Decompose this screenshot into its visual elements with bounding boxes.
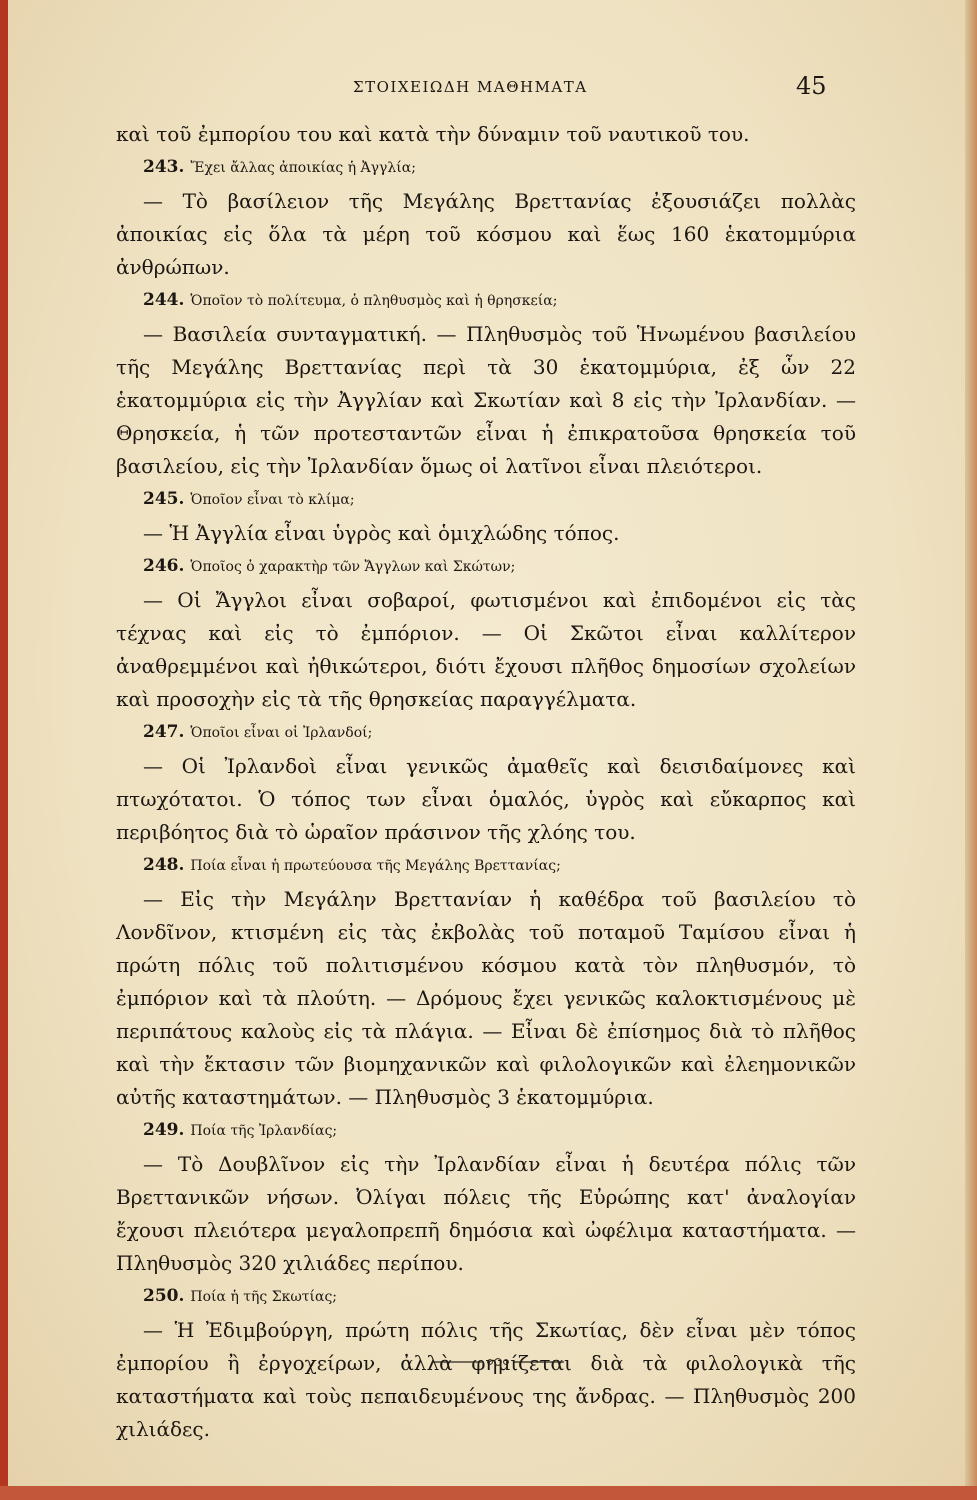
question-line [116, 284, 856, 318]
question-text: Ὁποῖον εἶναι τὸ κλίμα; [190, 492, 355, 508]
page-edge-bottom [0, 1486, 977, 1500]
book-page [8, 0, 965, 1486]
question-number: 244. [143, 290, 185, 310]
question-text: Ποία ἡ τῆς Σκωτίας; [190, 1289, 338, 1305]
question-item-248 [116, 849, 856, 1114]
question-number: 248. [143, 855, 185, 875]
answer-text: — Εἰς τὴν Μεγάλην Βρεττανίαν ἡ καθέδρα τοῦ βασιλείου τὸ Λονδῖνον, κτισμένη εἰς τὰς ἐκβολὰς τοῦ ποταμοῦ Ταμίσου εἶναι ἡ πρώτη πόλις τοῦ πολιτισμένου κόσμου κατὰ τὸν πληθυσμόν, τὸ ἐμπόριον καὶ τὰ πλούτη. — Δρόμους ἔχει γενικῶς καλοκτισμένους μὲ περιπάτους καλοὺς εἰς τὰ πλάγια. — Εἶναι δὲ ἐπίσημος διὰ τὸ πλῆθος καὶ τὴν ἔκτασιν τῶν βιομηχανικῶν καὶ φιλολογικῶν καὶ ἐλεημονικῶν αὐτῆς καταστημάτων. — Πληθυσμὸς 3 ἑκατομμύρια. [116, 887, 856, 1109]
question-number: 243. [143, 157, 185, 177]
question-line [116, 550, 856, 584]
end-ornament [428, 1356, 568, 1368]
question-text: Ὁποῖον τὸ πολίτευμα, ὁ πληθυσμὸς καὶ ἡ θρησκεία; [190, 293, 558, 309]
question-line [116, 849, 856, 883]
question-item-247 [116, 716, 856, 849]
answer-text: — Βασιλεία συνταγματική. — Πληθυσμὸς τοῦ Ἡνωμένου βασιλείου τῆς Μεγάλης Βρεττανίας περὶ τὰ 30 ἑκατομμύρια, ἐξ ὧν 22 ἑκατομμύρια εἰς τὴν Ἀγγλίαν καὶ Σκωτίαν καὶ 8 εἰς τὴν Ἰρλανδίαν. — Θρησκεία, ἡ τῶν προτεσταντῶν εἶναι ἡ ἐπικρατοῦσα θρησκεία τοῦ βασιλείου, εἰς τὴν Ἰρλανδίαν ὅμως οἱ λατῖνοι εἶναι πλειότεροι. [116, 322, 856, 478]
answer-text: — Ἡ Ἀγγλία εἶναι ὑγρὸς καὶ ὁμιχλώδης τόπος. [143, 521, 620, 545]
question-item-249 [116, 1114, 856, 1280]
question-line [116, 151, 856, 185]
page-edge-right [965, 0, 977, 1500]
question-number: 246. [143, 556, 185, 576]
question-number: 249. [143, 1120, 185, 1140]
question-number: 250. [143, 1286, 185, 1306]
question-text: Ποία εἶναι ἡ πρωτεύουσα τῆς Μεγάλης Βρεττανίας; [190, 858, 561, 874]
answer-text: — Οἱ Ἰρλανδοὶ εἶναι γενικῶς ἀμαθεῖς καὶ δεισιδαίμονες καὶ πτωχότατοι. Ὁ τόπος των εἶναι ὁμαλός, ὑγρὸς καὶ εὔκαρπος καὶ περιβόητος διὰ τὸ ὡραῖον πράσινον τῆς χλόης του. [116, 754, 856, 844]
opening-line: καὶ τοῦ ἐμπορίου του καὶ κατὰ τὴν δύναμιν τοῦ ναυτικοῦ του. [116, 122, 750, 146]
question-line [116, 483, 856, 517]
question-number: 245. [143, 489, 185, 509]
page-header [8, 74, 965, 104]
page-edge-left [0, 0, 8, 1500]
question-line [116, 716, 856, 750]
question-item-243 [116, 151, 856, 284]
question-item-244 [116, 284, 856, 483]
question-number: 247. [143, 722, 185, 742]
question-line [116, 1280, 856, 1314]
question-line [116, 1114, 856, 1148]
page-number: 45 [796, 72, 827, 100]
question-text: Ποία τῆς Ἰρλανδίας; [190, 1123, 338, 1139]
question-text: Ὁποῖος ὁ χαρακτὴρ τῶν Ἄγγλων καὶ Σκώτων; [190, 559, 516, 575]
body-text [116, 118, 856, 1446]
answer-text: — Ἡ Ἐδιμβούργη, πρώτη πόλις τῆς Σκωτίας, δὲν εἶναι μὲν τόπος ἐμπορίου ἢ ἐργοχείρων, ἀλλὰ φημίζεται διὰ τὰ φιλολογικὰ τῆς καταστήματα καὶ τοὺς πεπαιδευμένους της ἄνδρας. — Πληθυσμὸς 200 χιλιάδες. [116, 1318, 856, 1441]
question-text: Ὁποῖοι εἶναι οἱ Ἰρλανδοί; [190, 725, 373, 741]
running-title: ΣΤΟΙΧΕΙΩΔΗ ΜΑΘΗΜΑΤΑ [353, 78, 588, 96]
question-text: Ἔχει ἄλλας ἀποικίας ἡ Ἀγγλία; [190, 160, 416, 176]
question-item-246 [116, 550, 856, 716]
answer-text: — Τὸ βασίλειον τῆς Μεγάλης Βρεττανίας ἐξουσιάζει πολλὰς ἀποικίας εἰς ὅλα τὰ μέρη τοῦ κόσμου καὶ ἕως 160 ἑκατομμύρια ἀνθρώπων. [116, 189, 856, 279]
answer-text: — Τὸ Δουβλῖνον εἰς τὴν Ἰρλανδίαν εἶναι ἡ δευτέρα πόλις τῶν Βρεττανικῶν νήσων. Ὀλίγαι πόλεις τῆς Εὐρώπης κατ' ἀναλογίαν ἔχουσι πλειότερα μεγαλοπρεπῆ δημόσια καὶ ὠφέλιμα καταστήματα. — Πληθυσμὸς 320 χιλιάδες περίπου. [116, 1152, 856, 1275]
answer-text: — Οἱ Ἄγγλοι εἶναι σοβαροί, φωτισμένοι καὶ ἐπιδομένοι εἰς τὰς τέχνας καὶ εἰς τὸ ἐμπόριον. — Οἱ Σκῶτοι εἶναι καλλίτερον ἀναθρεμμένοι καὶ ἠθικώτεροι, διότι ἔχουσι πλῆθος δημοσίων σχολείων καὶ προσοχὴν εἰς τὰ τῆς θρησκείας παραγγέλματα. [116, 588, 856, 711]
question-item-245 [116, 483, 856, 550]
